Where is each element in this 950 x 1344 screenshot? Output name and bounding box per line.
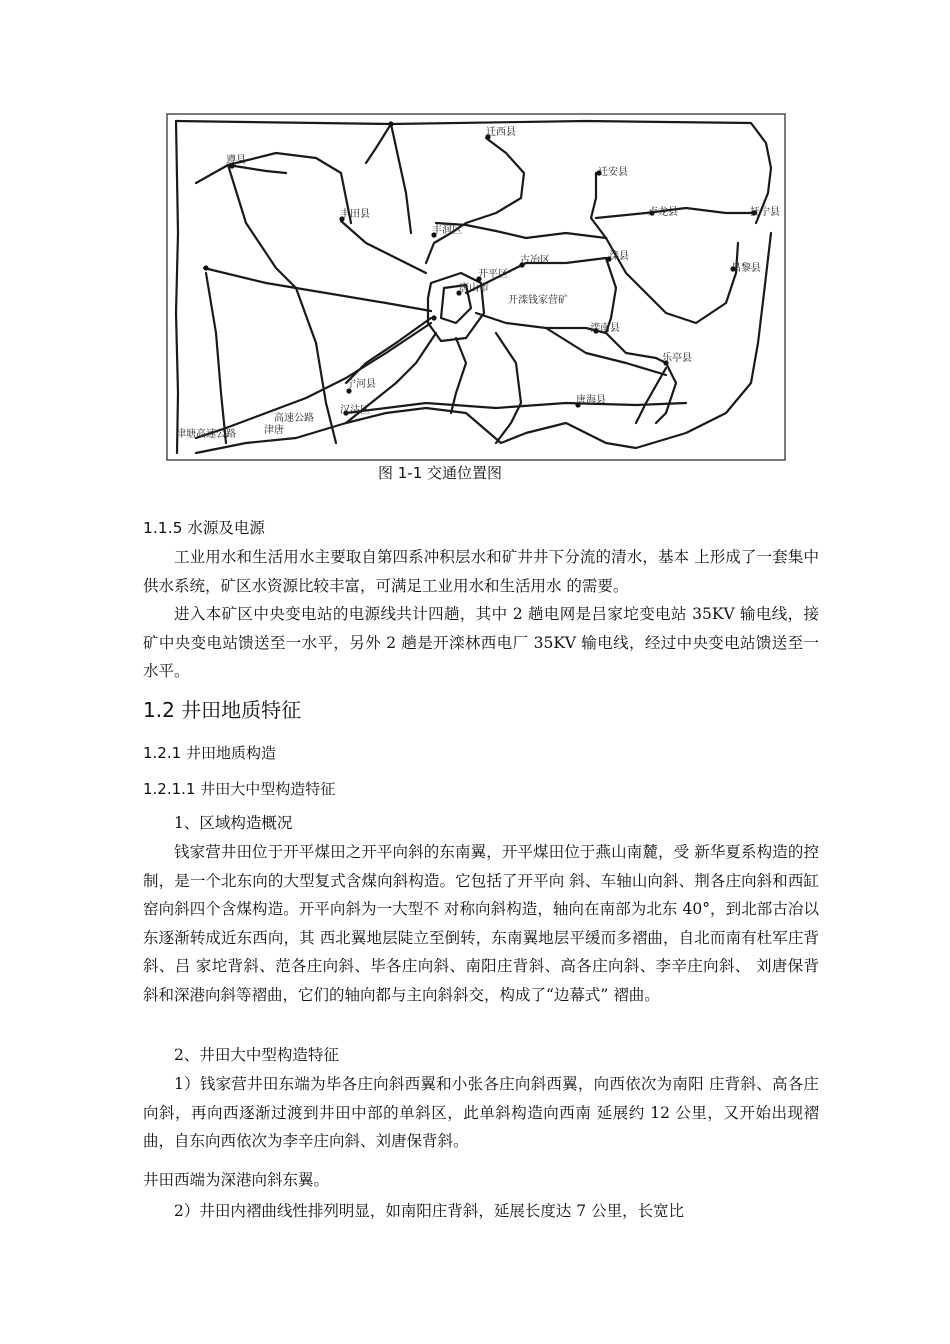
city-dot	[388, 121, 393, 126]
label-fengtian: 丰田县	[340, 209, 370, 220]
label-luannan: 滦南县	[590, 323, 620, 334]
label-lulong: 卢龙县	[648, 207, 678, 218]
label-zunhua: 遵县	[226, 155, 246, 166]
label-guye: 古冶区	[520, 255, 550, 266]
city-dot	[203, 265, 208, 270]
list-item-2: 2、井田大中型构造特征	[174, 1046, 339, 1064]
paragraph-regional-structure: 钱家营井田位于开平煤田之开平向斜的东南翼，开平煤田位于燕山南麓，受 新华夏系构造的控制，是一个北东向的大型复式含煤向斜构造。它包括了开平向 斜、车轴山向斜、荆各庄向斜和西缸窑向斜四个含煤构造。开平向斜为一大型不 对称向斜构造，轴向在南部为北东 40°，到北部古冶以东逐渐转成近东西向，其 西北翼地层陡立至倒转，东南翼地层平缓而多褶曲，自北而南有杜军庄背斜、吕 家坨背斜、范各庄向斜、毕各庄向斜、南阳庄背斜、高各庄向斜、李辛庄向斜、 刘唐保背斜和深港向斜等褶曲，它们的轴向都与主向斜斜交，构成了“边幕式” 褶曲。	[143, 843, 819, 1004]
label-expressway-2: 津唐	[264, 425, 284, 436]
paragraph-power: 进入本矿区中央变电站的电源线共计四趟，其中 2 趟电网是吕家坨变电站 35KV 输电线，接矿中央变电站馈送至一水平，另外 2 趟是开滦林西电厂 35KV 输电线，经过中央变电站馈送至一水平。	[143, 605, 819, 680]
paragraph-structure-1: 1）钱家营井田东端为毕各庄向斜西翼和小张各庄向斜西翼，向西依次为南阳 庄背斜、高各庄向斜，再向西逐渐过渡到井田中部的单斜区，此单斜构造向西南 延展约 12 公里，又开始出现褶曲，自东向西依次为李辛庄向斜、刘唐保背斜。	[143, 1075, 819, 1150]
label-tanghai: 唐海县	[576, 395, 606, 406]
section-1-1-5	[143, 514, 819, 543]
map-drawing	[166, 113, 786, 461]
section-title: 水源及电源	[187, 519, 265, 537]
label-fengrun: 丰润区	[432, 225, 462, 236]
section-title: 井田地质构造	[185, 744, 276, 762]
list-item-1: 1、区域构造概况	[174, 814, 293, 832]
label-expressway-1: 高速公路	[274, 413, 314, 424]
figure-caption: 图 1-1 交通位置图	[377, 464, 503, 482]
paragraph-west-end: 井田西端为深港向斜东翼。	[143, 1171, 330, 1189]
label-funing: 抚宁县	[750, 207, 780, 218]
traffic-location-map	[166, 113, 786, 461]
section-1-2-1-1	[143, 775, 819, 804]
section-title: 井田地质特征	[181, 698, 302, 722]
label-ninghe: 宁河县	[346, 379, 376, 390]
section-1-2-1	[143, 739, 819, 768]
paragraph-structure-2: 2）井田内褶曲线性排列明显，如南阳庄背斜，延展长度达 7 公里，长宽比	[174, 1202, 685, 1220]
paragraph-water: 工业用水和生活用水主要取自第四系冲积层水和矿井井下分流的清水，基本 上形成了一套集中供水系统，矿区水资源比较丰富，可满足工业用水和生活用水 的需要。	[143, 548, 819, 595]
label-luanxian: 滦县	[609, 251, 629, 262]
label-qianxi: 迁西县	[486, 127, 516, 138]
label-changli: 昌黎县	[731, 263, 761, 274]
label-hangu: 汉沽区	[340, 405, 370, 416]
city-dot	[431, 315, 436, 320]
label-qian-an: 迁安县	[598, 167, 628, 178]
label-tangshan: 唐山市	[459, 283, 489, 294]
label-expressway-3: 津塘高速公路	[176, 429, 236, 440]
label-kaiping: 开平区	[478, 269, 508, 280]
section-number: 1.2.1	[143, 744, 182, 762]
section-number: 1.2	[143, 698, 175, 722]
section-number: 1.1.5	[143, 519, 183, 537]
label-laoting: 乐亭县	[662, 353, 692, 364]
section-title: 井田大中型构造特征	[200, 780, 336, 798]
label-mine: 开滦钱家营矿	[508, 295, 568, 306]
section-number: 1.2.1.1	[143, 780, 196, 798]
section-1-2-heading	[143, 696, 819, 725]
